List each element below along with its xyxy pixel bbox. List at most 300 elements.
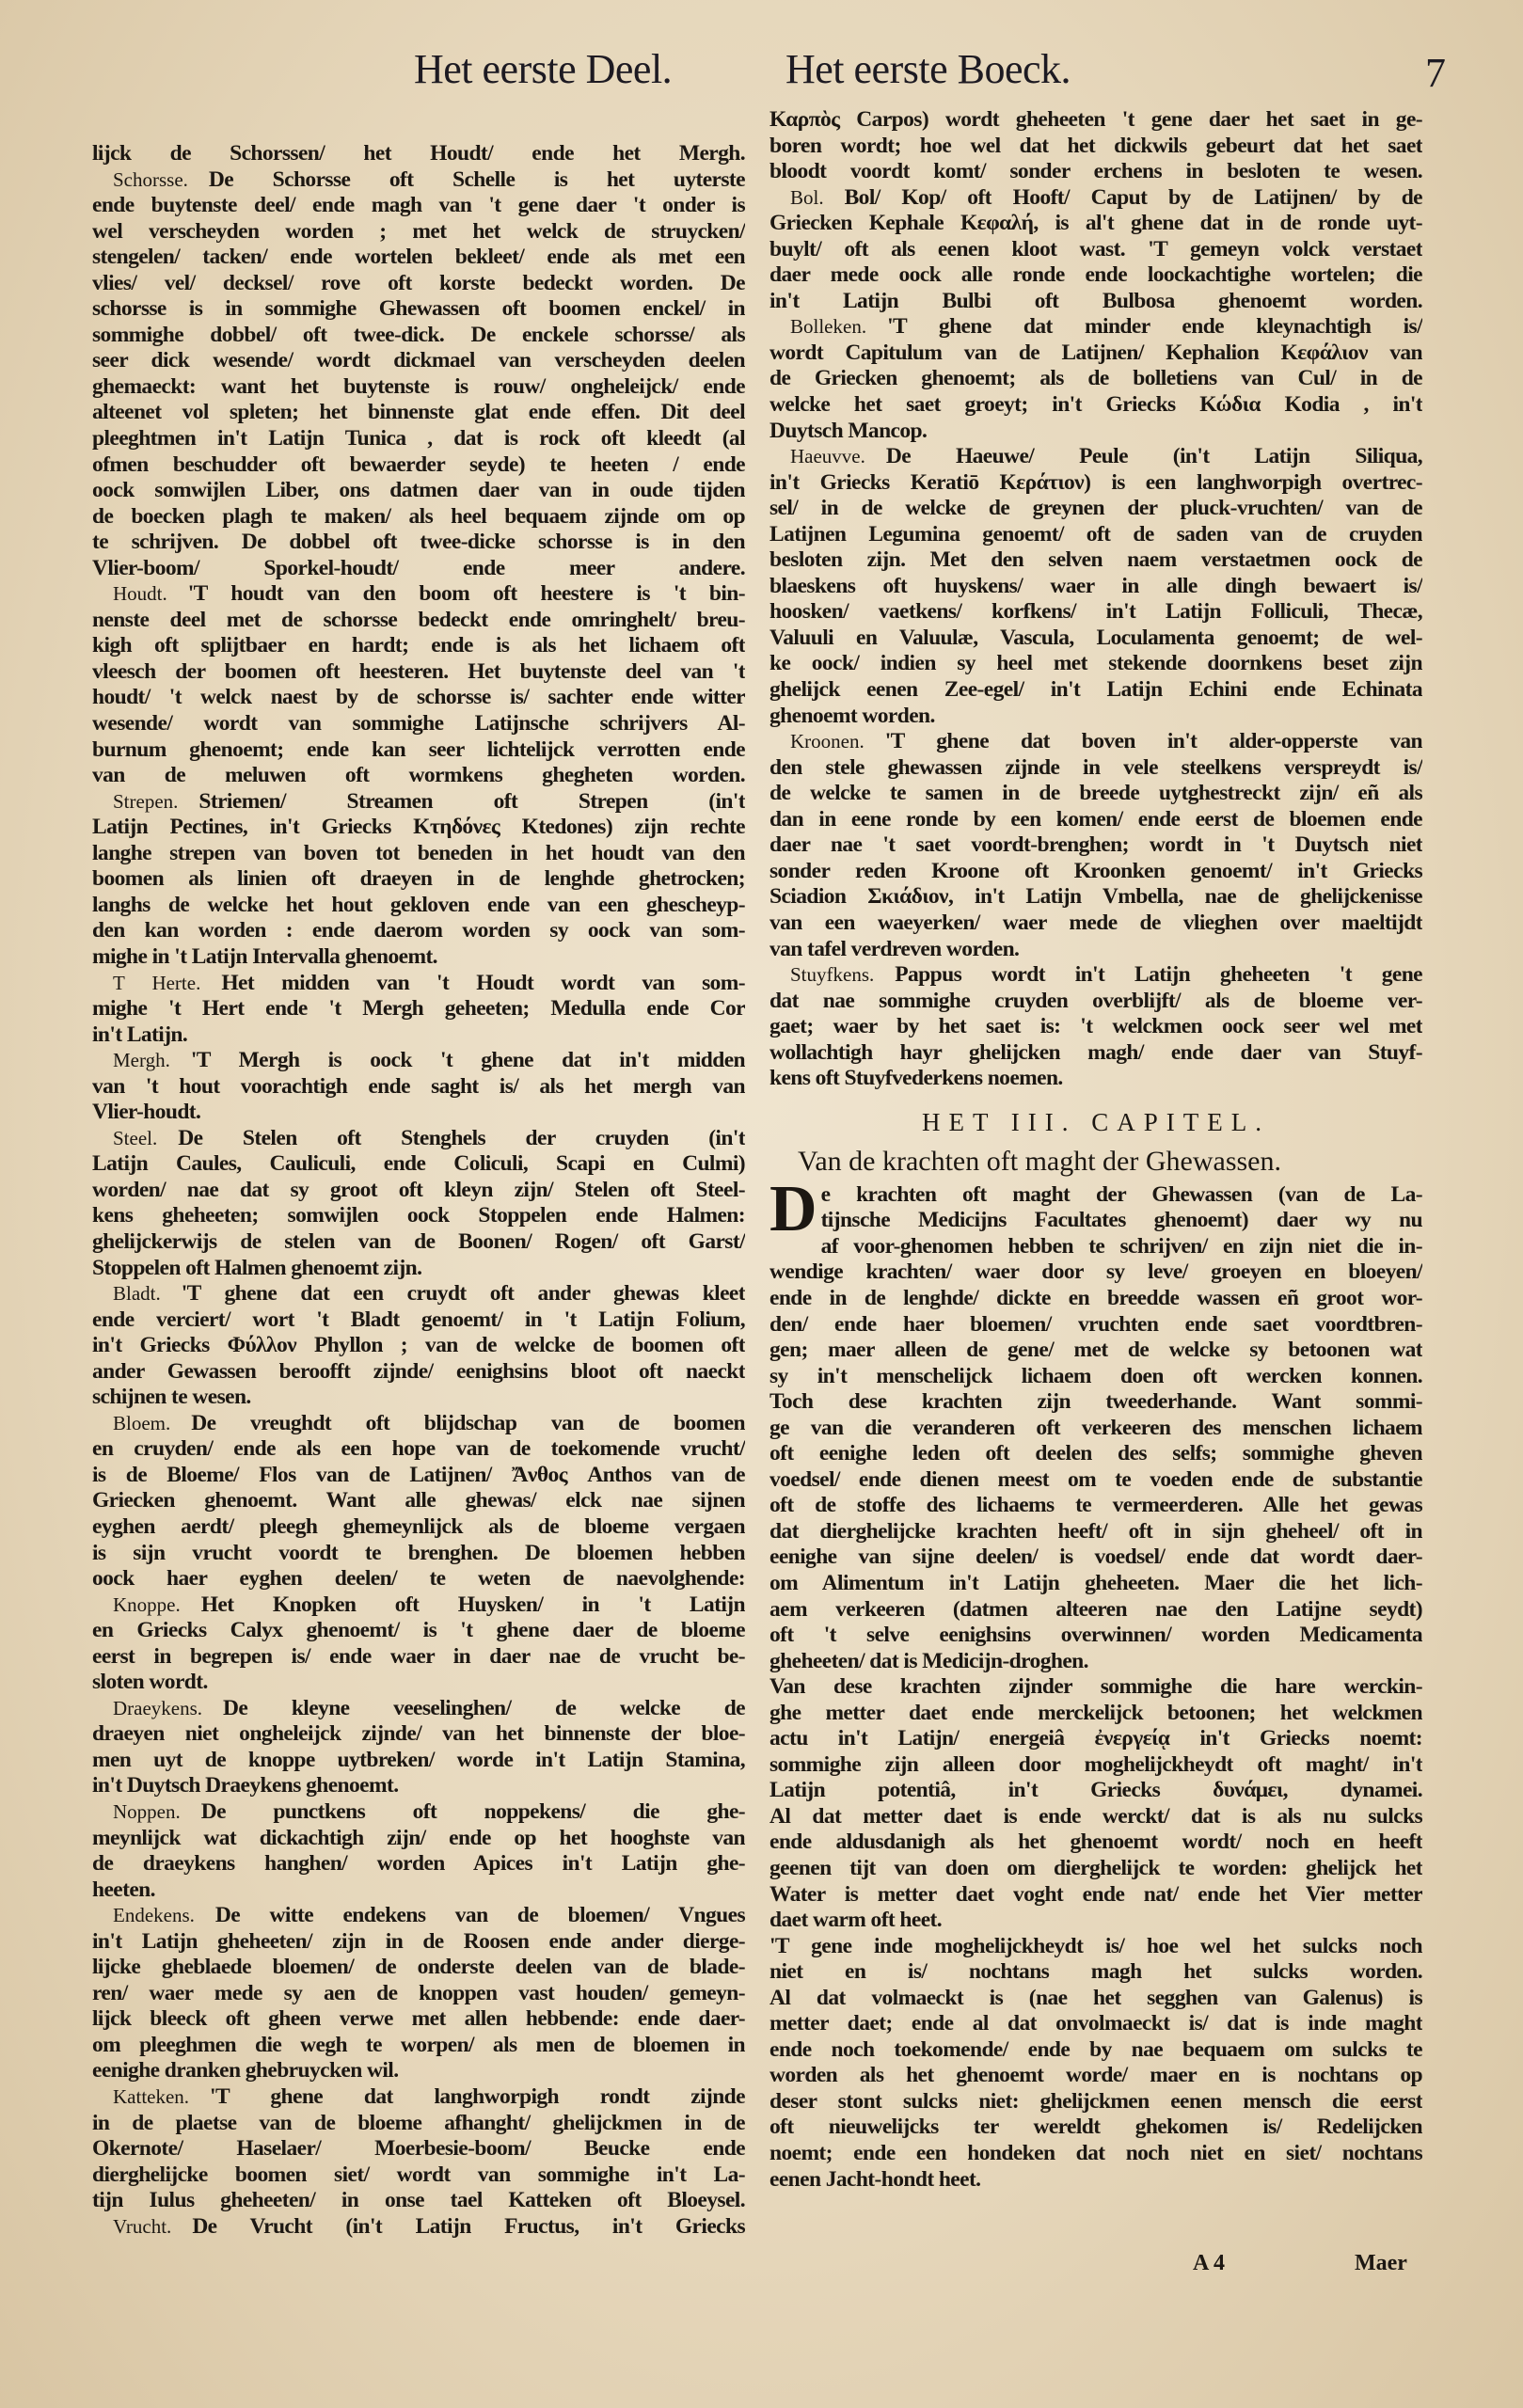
line-text: ofmen beschudder oft bewaerder seyde) te heeten / ende (92, 452, 745, 477)
line-text: pleeghtmen in't Latijn Tunica , dat is rock oft kleedt (al (92, 426, 745, 452)
line-text: gheheeten/ dat is Medicijn-droghen. (769, 1648, 1088, 1673)
text-line (92, 1203, 745, 1229)
text-line (92, 400, 745, 426)
line-text: te schrijven. De dobbel oft twee-dicke schorsse is in den (92, 530, 745, 555)
text-line (92, 141, 745, 167)
line-text: meynlijck wat dickachtigh zijn/ ende op het hooghste van (92, 1825, 745, 1850)
text-line (92, 452, 745, 479)
line-text: daer nae 't saet voordt-brenghen; wordt in 't Duytsch niet (769, 832, 1422, 858)
margin-keyword: Schorsse. (113, 167, 188, 191)
text-line (92, 1463, 745, 1489)
line-text: De punctkens oft noppekens/ die ghe- (200, 1799, 745, 1824)
text-line (92, 1799, 745, 1826)
text-line (769, 1338, 1422, 1364)
text-line (769, 1389, 1422, 1416)
text-line (769, 159, 1422, 185)
margin-keyword: Strepen. (113, 789, 179, 813)
line-text: dat dierghelijcke krachten heeft/ oft in sijn gheheel/ oft in (769, 1518, 1422, 1544)
line-text: burnum ghenoemt; ende kan seer lichtelijck verrotten ende (92, 737, 745, 762)
text-line (821, 1234, 1422, 1260)
text-line (769, 237, 1422, 263)
text-line (92, 893, 745, 919)
line-text: oft eenighe leden oft deelen des selfs; sommighe gheven (769, 1441, 1422, 1466)
line-text: bloodt voordt komt/ sonder erchens in besloten te wesen. (769, 159, 1422, 184)
text-line (769, 1312, 1422, 1339)
text-line (92, 737, 745, 764)
text-line (769, 1959, 1422, 1986)
line-text: ende in de lenghde/ dickte en breedde wassen eñ groot wor- (769, 1285, 1422, 1310)
text-line (769, 1882, 1422, 1909)
text-line (92, 530, 745, 556)
text-line (769, 341, 1422, 367)
line-text: ghenoemt worden. (769, 703, 935, 728)
text-line (92, 2188, 745, 2214)
text-line (769, 1259, 1422, 1286)
text-line (769, 1066, 1422, 1092)
text-line (769, 781, 1422, 807)
text-line (769, 807, 1422, 833)
line-text: Sciadion Σκιάδιον, in't Latijn Vmbella, nae de ghelijckenisse (769, 884, 1422, 910)
text-line (769, 1934, 1422, 1960)
chapter-heading: HET III. CAPITEL. (922, 1107, 1270, 1136)
line-text: De Stelen oft Stenghels der cruyden (in't (178, 1125, 745, 1150)
line-text: sel/ in de welcke de greynen der pluck-vruchten/ van de (769, 496, 1422, 521)
line-text: Al dat volmaeckt is (nae het segghen van Galenus) is (769, 1985, 1422, 2010)
text-line (92, 2084, 745, 2111)
line-text: ghelijckerwijs de stelen van de Boonen/ Rogen/ oft Garst/ (92, 1228, 745, 1254)
text-line (92, 2111, 745, 2137)
line-text: Latijn Caules, Cauliculi, ende Coliculi, Scapi en Culmi) (92, 1151, 745, 1177)
line-text: 'T ghene dat een cruydt oft ander ghewas kleet (181, 1281, 745, 1307)
text-line (769, 755, 1422, 782)
text-line (769, 2115, 1422, 2141)
text-line (92, 1385, 745, 1411)
line-text: welcke het saet groeyt; in't Griecks Κώδια Kodia , in't (769, 392, 1422, 418)
line-text: sy in't menschelijck lichaem doen oft wercken konnen. (769, 1363, 1422, 1388)
text-line (769, 444, 1422, 470)
text-line (769, 419, 1422, 445)
text-line (769, 1014, 1422, 1040)
line-text: sloten wordt. (92, 1670, 208, 1695)
line-text: lijck bleeck oft gheen verwe met allen hebbende: ende daer- (92, 2006, 745, 2032)
line-text: ghemaeckt: want het buytenste is rouw/ ongheleijck/ ende (92, 373, 745, 399)
margin-keyword: Bol. (790, 185, 824, 209)
line-text: Stoppelen oft Halmen ghenoemt zijn. (92, 1255, 422, 1280)
line-text: boren wordt; hoe wel dat het dickwils gebeurt dat het saet (769, 133, 1422, 158)
line-text: in't Latijn Bulbi oft Bulbosa ghenoemt worden. (769, 288, 1422, 313)
line-text: voedsel/ ende dienen meest om te voeden ende de substantie (769, 1466, 1422, 1492)
text-line (92, 944, 745, 971)
line-text: ende aldusdanigh als het ghenoemt wordt/ noch en heeft (769, 1830, 1422, 1855)
text-line (92, 1851, 745, 1877)
margin-keyword: Knoppe. (113, 1592, 181, 1616)
line-text: 'T ghene dat boven in't alder-opperste van (884, 729, 1422, 754)
line-text: draeyen niet ongheleijck zijnde/ van het binnenste der bloe- (92, 1721, 745, 1747)
margin-keyword: Bladt. (113, 1282, 161, 1306)
text-line (92, 1074, 745, 1101)
text-line (92, 1048, 745, 1074)
text-line (92, 1229, 745, 1256)
right-column-text (769, 107, 1422, 1092)
text-line (769, 1597, 1422, 1624)
text-line (92, 1333, 745, 1359)
line-text: deser stont sulcks niet: ghelijckmen eenen mensch die eerst (769, 2088, 1422, 2114)
text-line (92, 1773, 745, 1799)
line-text: ghelijck eenen Zee-egel/ in't Latijn Echini ende Echinata (769, 677, 1422, 703)
text-line (769, 1416, 1422, 1442)
line-text: Vlier-boom/ Sporkel-houdt/ ende meer andere. (92, 555, 745, 580)
line-text: lijck de Schorssen/ het Houdt/ ende het Mergh. (92, 141, 745, 166)
text-line (92, 1670, 745, 1696)
line-text: 'T gene inde moghelijckheydt is/ hoe wel het sulcks noch (769, 1933, 1422, 1958)
text-line (769, 1493, 1422, 1519)
text-line (769, 262, 1422, 289)
text-line (92, 323, 745, 349)
text-line (769, 366, 1422, 392)
text-line (92, 504, 745, 531)
text-line (769, 1519, 1422, 1545)
margin-keyword: Kroonen. (790, 730, 865, 753)
running-head-part: Het eerste Deel. (414, 46, 673, 92)
margin-keyword: Bolleken. (790, 315, 867, 339)
text-line (92, 1178, 745, 1204)
line-text: Al dat metter daet is ende werckt/ dat is als nu sulcks (769, 1803, 1422, 1829)
line-text: de welcke te samen in de breede uytghestreckt zijn/ eñ als (769, 781, 1422, 806)
line-text: vlies/ vel/ decksel/ rove oft korste bedeckt worden. De (92, 270, 745, 295)
text-line (769, 2037, 1422, 2064)
line-text: oft nieuwelijcks ter wereldt ghekomen is/ Redelijcken (769, 2115, 1422, 2140)
line-text: van de meluwen oft wormkens ghegheten worden. (92, 763, 745, 788)
line-text: den kan worden : ende daerom worden sy oock van som- (92, 918, 745, 943)
line-text: en Griecks Calyx ghenoemt/ is 't ghene daer de bloeme (92, 1618, 745, 1643)
line-text: Vlier-houdt. (92, 1100, 201, 1125)
line-text: Duytsch Mancop. (769, 418, 928, 443)
text-line (92, 1644, 745, 1671)
text-line (92, 478, 745, 504)
line-text: seer dick wesende/ wordt dickmael van verscheyden deelen (92, 348, 745, 373)
text-line (92, 193, 745, 219)
line-text: Latijn Pectines, in't Griecks Κτηδόνες Ktedones) zijn rechte (92, 815, 745, 840)
text-line (769, 574, 1422, 600)
text-line (92, 1436, 745, 1463)
line-text: Pappus wordt in't Latijn gheheeten 't gene (895, 962, 1422, 988)
line-text: de boecken plagh te maken/ als heel bequaem zijnde om op (92, 503, 745, 529)
text-line (92, 633, 745, 659)
text-line (769, 1441, 1422, 1467)
text-line (769, 392, 1422, 419)
line-text: oock haer eyghen deelen/ te weten de naevolghende: (92, 1566, 745, 1592)
text-line (92, 1618, 745, 1644)
text-line (769, 496, 1422, 522)
line-text: ende noch toekomende/ ende by nae bequaem om sulcks te (769, 2036, 1422, 2062)
line-text: sommighe zijn alleen door moghelijckheydt oft maght/ in't (769, 1751, 1422, 1777)
signature-mark: A 4 (1193, 2251, 1226, 2275)
line-text: Van dese krachten zijnder sommighe die hare werckin- (769, 1674, 1422, 1700)
line-text: daer mede oock alle ronde ende loockachtighe wortelen; die (769, 262, 1422, 288)
drop-cap: D (769, 1172, 817, 1245)
line-text: af voor-ghenomen hebben te schrijven/ en zijn niet die in- (820, 1233, 1422, 1259)
text-line (769, 211, 1422, 237)
text-line (92, 1592, 745, 1619)
text-line (92, 1826, 745, 1852)
text-line (92, 1151, 745, 1178)
margin-keyword: T Herte. (113, 971, 201, 994)
text-line (92, 1359, 745, 1386)
line-text: ge van die veranderen oft verkeeren des menschen lichaem (769, 1415, 1422, 1440)
line-text: kens oft Stuyfvederkens noemen. (769, 1066, 1063, 1091)
text-line (769, 1571, 1422, 1597)
text-line (769, 185, 1422, 212)
line-text: vleesch der boomen oft heesteren. Het buytenste deel van 't (92, 658, 745, 684)
line-text: van tafel verdreven worden. (769, 936, 1020, 961)
text-line (769, 2011, 1422, 2037)
text-line (769, 859, 1422, 885)
line-text: eyghen aerdt/ pleegh ghemeynlijck als de bloeme vergaen (92, 1513, 745, 1539)
line-text: men uyt de knoppe uytbreken/ worde in't Latijn Stamina, (92, 1747, 745, 1772)
line-text: tijn Iulus gheheeten/ in onse tael Katteken oft Bloeysel. (92, 2188, 745, 2213)
chapter-subtitle: Van de krachten oft maght der Ghewassen. (798, 1145, 1281, 1177)
text-line (92, 2033, 745, 2059)
text-line (92, 1903, 745, 1929)
line-text: van 't hout voorachtigh ende saght is/ als het mergh van (92, 1073, 745, 1099)
text-line (92, 659, 745, 686)
text-line (92, 1696, 745, 1722)
line-text: De kleyne veeselinghen/ de welcke de (223, 1695, 745, 1720)
text-line (769, 651, 1422, 677)
text-line (769, 2063, 1422, 2089)
text-line (769, 2089, 1422, 2115)
line-text: sonder reden Kroone oft Kroonken genoemt/ in't Griecks (769, 858, 1422, 883)
text-line (769, 1623, 1422, 1649)
line-text: boomen als linien oft draeyen in de lenghde ghetrocken; (92, 866, 745, 892)
text-line (92, 1488, 745, 1514)
line-text: Okernote/ Haselaer/ Moerbesie-boom/ Beucke ende (92, 2136, 745, 2162)
line-text: stengelen/ tacken/ ende wortelen bekleet/ ende als met een (92, 245, 745, 270)
margin-keyword: Stuyfkens. (790, 963, 875, 987)
text-line (769, 1908, 1422, 1934)
text-line (769, 134, 1422, 160)
right-column (769, 107, 1422, 2193)
line-text: den stele ghewassen zijnde in vele steelkens verspreydt is/ (769, 754, 1422, 780)
line-text: is sijn vrucht voordt te brenghen. De bloemen hebben (92, 1540, 745, 1565)
text-line (769, 470, 1422, 497)
line-text: om Alimentum in't Latijn gheheeten. Maer die het lich- (769, 1570, 1422, 1595)
line-text: mighe in 't Latijn Intervalla ghenoemt. (92, 943, 437, 969)
line-text: De Vrucht (in't Latijn Fructus, in't Griecks (192, 2213, 745, 2239)
line-text: wel verscheyden worden ; met het welck de struycken/ (92, 218, 745, 244)
text-line (769, 2167, 1422, 2194)
text-line (769, 884, 1422, 911)
text-line (769, 1467, 1422, 1494)
text-line (92, 1126, 745, 1152)
text-line (769, 1701, 1422, 1727)
line-text: Καρπὸς Carpos) wordt gheheeten 't gene daer het saet in ge- (769, 107, 1422, 132)
text-line (92, 1541, 745, 1567)
line-text: Latijnen Legumina genoemt/ oft de saden van de cruyden (769, 521, 1422, 547)
text-line (821, 1182, 1422, 1209)
text-line (769, 1726, 1422, 1752)
text-line (769, 911, 1422, 937)
margin-keyword: Vrucht. (113, 2214, 172, 2238)
margin-keyword: Noppen. (113, 1800, 181, 1823)
line-text: eenighe van sijne deelen/ is voedsel/ ende dat wordt daer- (769, 1545, 1422, 1570)
line-text: in de plaetse van de bloeme afhanght/ ghelijckmen in de (92, 2110, 745, 2135)
text-line (92, 789, 745, 816)
line-text: wollachtigh hayr ghelijcken magh/ ende daer van Stuyf- (769, 1039, 1422, 1065)
text-line (769, 1649, 1422, 1675)
line-text: De Haeuwe/ Peule (in't Latijn Siliqua, (885, 444, 1422, 469)
text-line (769, 2141, 1422, 2167)
text-line (92, 556, 745, 582)
line-text: 'T houdt van den boom oft heestere is 't bin- (187, 581, 745, 607)
text-line (769, 1286, 1422, 1312)
line-text: wordt Capitulum van de Latijnen/ Kephalion Κεφάλιον van (769, 340, 1422, 365)
text-line (92, 374, 745, 401)
text-line (92, 685, 745, 711)
line-text: Het Knopken oft Huysken/ in 't Latijn (200, 1592, 745, 1617)
line-text: eenen Jacht-hondt heet. (769, 2166, 981, 2192)
line-text: eerst in begrepen is/ ende waer in daer nae de vrucht be- (92, 1643, 745, 1669)
line-text: wesende/ wordt van sommighe Latijnsche schrijvers Al- (92, 711, 745, 737)
text-line (92, 2162, 745, 2189)
line-text: de Griecken ghenoemt; als de bolletiens van Cul/ in de (769, 366, 1422, 391)
line-text: ander Gewassen beroofft zijnde/ eenighsins bloot oft naeckt (92, 1358, 745, 1384)
text-line (769, 962, 1422, 989)
text-line (92, 1748, 745, 1774)
line-text: wendige krachten/ waer door sy leve/ groeyen en bloeyen/ (769, 1259, 1422, 1285)
line-text: eenighe dranken ghebruycken wil. (92, 2058, 399, 2083)
text-line (769, 1040, 1422, 1067)
margin-keyword: Steel. (113, 1126, 158, 1149)
line-text: houdt/ 't welck naest by de schorsse is/ sachter ende witter (92, 685, 745, 710)
line-text: ke oock/ indien sy heel met stekende doornkens beset zijn (769, 651, 1422, 676)
text-line (769, 289, 1422, 315)
text-line (769, 989, 1422, 1015)
line-text: 'T ghene dat langhworpigh rondt zijnde (210, 2084, 745, 2110)
text-line (92, 1307, 745, 1334)
text-line (92, 2058, 745, 2084)
text-line (92, 581, 745, 608)
text-line (769, 1545, 1422, 1571)
text-line (769, 107, 1422, 134)
page-number: 7 (1425, 50, 1446, 96)
line-text: worden/ nae dat sy groot oft kleyn zijn/ Stelen oft Steel- (92, 1177, 745, 1202)
line-text: De vreughdt oft blijdschap van de boomen (191, 1410, 745, 1435)
line-text: daet warm oft heet. (769, 1908, 943, 1933)
line-text: aem verkeeren (datmen alteeren nae den Latijne seydt) (769, 1596, 1422, 1622)
line-text: 'T ghene dat minder ende kleynachtigh is/ (887, 314, 1422, 340)
line-text: en cruyden/ ende als een hope van de toekomende vrucht/ (92, 1436, 745, 1462)
left-column (92, 141, 745, 2240)
text-line (769, 937, 1422, 963)
line-text: blaeskens oft huyskens/ waer in alle dingh bewaert is/ (769, 573, 1422, 598)
line-text: 'T Mergh is oock 't ghene dat in't midden (190, 1048, 745, 1073)
line-text: oft 't selve eenighsins overwinnen/ worden Medicamenta (769, 1623, 1422, 1648)
text-line (769, 547, 1422, 574)
catchword: Maer (1355, 2251, 1407, 2275)
text-line (769, 704, 1422, 730)
text-line (92, 1955, 745, 1981)
running-head-book: Het eerste Boeck. (785, 46, 1071, 92)
line-text: in't Griecks Φύλλον Phyllon ; van de welcke de boomen oft (92, 1333, 745, 1358)
text-line (92, 608, 745, 634)
text-line (769, 729, 1422, 755)
text-line (92, 2136, 745, 2162)
line-text: De witte endekens van de bloemen/ Vngues (214, 1903, 745, 1928)
margin-keyword: Houdt. (113, 582, 167, 606)
line-text: ghe metter daet ende merckelijck betoonen; het welckmen (769, 1700, 1422, 1725)
text-line (92, 426, 745, 452)
line-text: Het midden van 't Houdt wordt van som- (221, 970, 745, 995)
text-line (769, 832, 1422, 859)
text-line (769, 522, 1422, 548)
line-text: ende verciert/ wort 't Bladt genoemt/ in 't Latijn Folium, (92, 1307, 745, 1332)
line-text: in't Duytsch Draeykens ghenoemt. (92, 1773, 399, 1798)
text-line (769, 1804, 1422, 1830)
line-text: schijnen te wesen. (92, 1385, 251, 1410)
line-text: Latijn potentiâ, in't Griecks δυνάμει, dynamei. (769, 1778, 1422, 1803)
line-text: schorsse is in sommighe Ghewassen oft boomen enckel/ in (92, 296, 745, 322)
line-text: alteenet vol spleten; het binnenste glat ende effen. Dit deel (92, 400, 745, 425)
margin-keyword: Mergh. (113, 1049, 170, 1072)
text-line (769, 677, 1422, 704)
line-text: kens gheheeten; somwijlen oock Stoppelen ende Halmen: (92, 1203, 745, 1228)
line-text: heeten. (92, 1877, 155, 1902)
line-text: nenste deel met de schorsse bedeckt ende omringhelt/ breu- (92, 607, 745, 632)
text-line (92, 2214, 745, 2241)
margin-keyword: Katteken. (113, 2085, 190, 2109)
text-line (92, 1411, 745, 1437)
chapter-body (769, 1172, 1422, 2193)
line-text: Valuuli en Valuulæ, Vascula, Loculamenta genoemt; de wel- (769, 625, 1422, 650)
line-text: gaet; waer by het saet is: 't welckmen oock seer wel met (769, 1014, 1422, 1039)
line-text: in't Latijn. (92, 1022, 188, 1047)
line-text: Striemen/ Streamen oft Strepen (in't (198, 788, 745, 814)
line-text: dan in eene ronde by een komen/ ende eerst de bloemen ende (769, 806, 1422, 832)
line-text: Griecken Kephale Κεφαλή, is al't ghene dat in de ronde uyt- (769, 211, 1422, 236)
line-text: lijcke gheblaede bloemen/ de onderste deelen van de blade- (92, 1955, 745, 1980)
line-text: kigh oft splijtbaer en hardt; ende is als het lichaem oft (92, 633, 745, 658)
text-line (821, 1208, 1422, 1234)
line-text: van een waeyerken/ waer mede de vlieghen over maeltijdt (769, 910, 1422, 935)
line-text: hoosken/ vaetkens/ korfkens/ in't Latijn Folliculi, Thecæ, (769, 599, 1422, 625)
text-line (769, 1364, 1422, 1390)
text-line (92, 841, 745, 867)
text-line (92, 918, 745, 944)
line-text: is de Bloeme/ Flos van de Latijnen/ Ἄνθος Anthos van de (92, 1462, 745, 1487)
margin-keyword: Draeykens. (113, 1696, 203, 1719)
text-line (92, 1256, 745, 1282)
text-line (92, 1100, 745, 1126)
line-text: oock somwijlen Liber, ons datmen daer van in oude tijden (92, 478, 745, 503)
text-line (92, 2006, 745, 2033)
line-text: buylt/ oft als eenen kloot wast. 'T gemeyn volck verstaet (769, 236, 1422, 261)
text-line (92, 167, 745, 194)
line-text: Water is metter daet voght ende nat/ ende het Vier metter (769, 1881, 1422, 1907)
text-line (92, 348, 745, 374)
margin-keyword: Endekens. (113, 1904, 195, 1927)
text-line (92, 296, 745, 323)
text-line (92, 1929, 745, 1956)
text-line (92, 996, 745, 1022)
margin-keyword: Haeuvve. (790, 445, 865, 468)
line-text: ren/ waer mede sy aen de knoppen vast houden/ gemeyn- (92, 1980, 745, 2005)
text-line (92, 1022, 745, 1049)
line-text: den/ ende haer bloemen/ vruchten ende saet voordtbren- (769, 1311, 1422, 1337)
text-line (769, 1986, 1422, 2012)
line-text: dat nae sommighe cruyden overblijft/ als de bloeme ver- (769, 988, 1422, 1013)
text-line (92, 1514, 745, 1541)
